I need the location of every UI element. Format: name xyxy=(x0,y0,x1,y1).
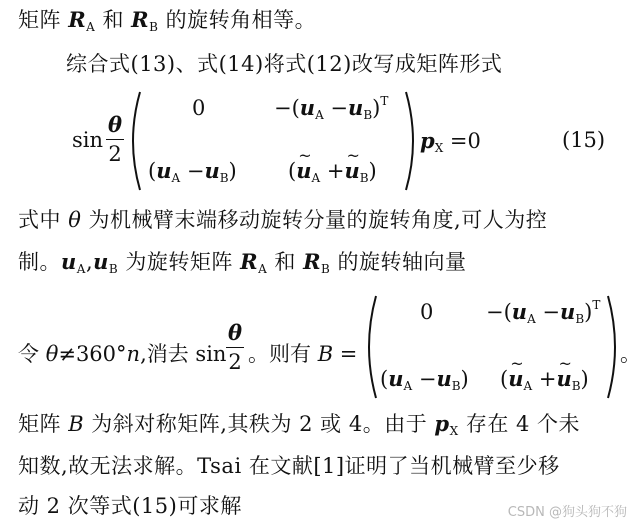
sub-A: A xyxy=(86,20,96,34)
fraction-bar xyxy=(106,139,124,140)
watermark: CSDN @狗头狗不狗 xyxy=(507,505,627,520)
text: 的旋转角相等。 xyxy=(158,8,317,32)
then-B-equals: 。则有 B = xyxy=(248,342,358,366)
px-term: $p_X =0$ xyxy=(420,128,481,155)
text-line-1 xyxy=(18,6,316,41)
matrix-cell-21: $(u_A -u_B)$ xyxy=(380,366,469,393)
equation-label: (15) xyxy=(562,128,606,152)
fraction-theta-over-2: θ 2 xyxy=(227,320,242,374)
var-R: R xyxy=(131,7,150,32)
matrix-cell-11: 0 xyxy=(420,300,434,324)
text: 和 xyxy=(95,8,132,32)
text-line-8: 知数,故无法求解。Tsai 在文献[1]证明了当机械臂至少移 xyxy=(18,454,560,478)
matrix-cell-22: (~ $u_A$ +~ $u_B$) xyxy=(288,158,377,185)
text-line-4: 式中 θ 为机械臂末端移动旋转分量的旋转角度,可人为控 xyxy=(18,208,548,232)
text-line-6: 令 θ≠360°n,消去 sin xyxy=(18,342,227,366)
period: 。 xyxy=(620,342,641,366)
matrix-cell-12: $-(u_A -u_B)^T$ xyxy=(274,94,389,122)
right-paren xyxy=(402,90,422,192)
matrix-cell-21: $(u_A -u_B)$ xyxy=(148,158,237,185)
matrix-cell-11: 0 xyxy=(192,96,206,120)
left-paren xyxy=(360,294,380,400)
text-line-7: 矩阵 B 为斜对称矩阵,其秩为 2 或 4。由于 $p_X$ 存在 4 个未 xyxy=(18,411,581,438)
matrix-cell-22: (~ $u_A$ +~ $u_B$) xyxy=(500,366,589,393)
text-line-5: 制。$u_A,u_B$ 为旋转矩阵 $R_A$ 和 $R_B$ 的旋转轴向量 xyxy=(18,249,467,276)
numerator: θ xyxy=(107,112,122,137)
text-line-9: 动 2 次等式(15)可求解 xyxy=(18,494,242,518)
matrix-cell-12: $-(u_A -u_B)^T$ xyxy=(486,298,601,326)
denominator: 2 xyxy=(108,142,122,166)
text-line-2: 综合式(13)、式(14)将式(12)改写成矩阵形式 xyxy=(66,52,503,76)
sin-label: sin xyxy=(72,128,104,152)
left-paren xyxy=(124,90,144,192)
var-R: R xyxy=(68,7,87,32)
sub-B: B xyxy=(149,20,159,34)
text: 矩阵 xyxy=(18,8,69,32)
fraction-theta-over-2 xyxy=(106,112,124,166)
